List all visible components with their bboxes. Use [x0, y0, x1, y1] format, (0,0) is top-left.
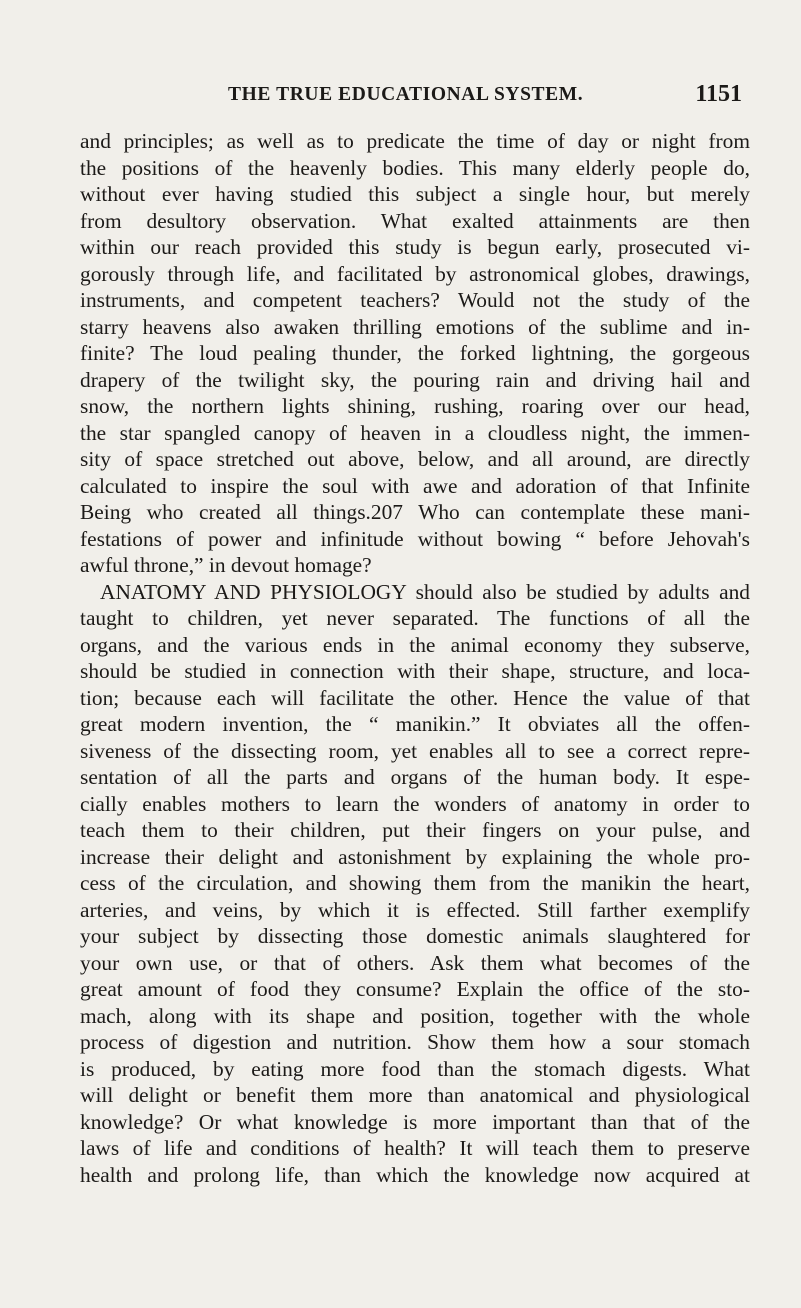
text-line: sentation of all the parts and organs of the human body. It espe-: [80, 765, 750, 789]
text-line: should be studied in connection with their shape, structure, and loca-: [80, 659, 750, 683]
text-line: awful throne,” in devout homage?: [80, 553, 372, 577]
text-line: siveness of the dissecting room, yet enables all to see a correct repre-: [80, 738, 750, 763]
text-line: arteries, and veins, by which it is effected. Still farther exemplify: [80, 897, 750, 922]
text-line: starry heavens also awaken thrilling emotions of the sublime and in-: [80, 314, 750, 339]
text-line: tion; because each will facilitate the other. Hence the value of that: [80, 685, 750, 710]
page-number: 1151: [695, 81, 742, 107]
text-line: the star spangled canopy of heaven in a cloudless night, the immen-: [80, 420, 750, 445]
text-line: knowledge? Or what knowledge is more important than that of the: [80, 1109, 750, 1134]
text-line: instruments, and competent teachers? Would not the study of the: [80, 288, 750, 312]
text-line: laws of life and conditions of health? It will teach them to preserve: [80, 1136, 750, 1160]
text-line: your own use, or that of others. Ask them what becomes of the: [80, 950, 750, 975]
text-line: process of digestion and nutrition. Show them how a sour stomach: [80, 1030, 750, 1054]
text-line: cess of the circulation, and showing them from the manikin the heart,: [80, 871, 750, 895]
text-line: great modern invention, the “ manikin.” It obviates all the offen-: [80, 712, 750, 736]
text-line: from desultory observation. What exalted attainments are then: [80, 208, 750, 233]
text-line: teach them to their children, put their fingers on your pulse, and: [80, 818, 750, 842]
text-line: drapery of the twilight sky, the pouring rain and driving hail and: [80, 367, 750, 392]
text-line: organs, and the various ends in the animal economy they subserve,: [80, 632, 750, 657]
text-line: mach, along with its shape and position, together with the whole: [80, 1003, 750, 1028]
text-line: is produced, by eating more food than the stomach digests. What: [80, 1056, 750, 1081]
text-line: will delight or benefit them more than anatomical and physiological: [80, 1083, 750, 1107]
text-line: cially enables mothers to learn the wonders of anatomy in order to: [80, 791, 750, 816]
text-line: calculated to inspire the soul with awe and adoration of that Infinite: [80, 473, 750, 498]
running-head: [96, 81, 744, 108]
text-line: finite? The loud pealing thunder, the forked lightning, the gorgeous: [80, 341, 750, 365]
text-line: within our reach provided this study is begun early, prosecuted vi-: [80, 235, 750, 259]
text-line: without ever having studied this subject a single hour, but merely: [80, 182, 750, 206]
text-line: ANATOMY AND PHYSIOLOGY should also be studied by adults and: [100, 579, 750, 604]
text-line: health and prolong life, than which the knowledge now acquired at: [80, 1162, 750, 1187]
text-line: Being who created all things.207 Who can contemplate these mani-: [80, 500, 750, 524]
text-line: taught to children, yet never separated. The functions of all the: [80, 606, 750, 630]
text-line: great amount of food they consume? Explain the office of the sto-: [80, 977, 750, 1001]
text-line: sity of space stretched out above, below, and all around, are directly: [80, 447, 750, 471]
running-title: THE TRUE EDUCATIONAL SYSTEM.: [228, 84, 584, 105]
text-line: your subject by dissecting those domestic animals slaughtered for: [80, 924, 750, 948]
text-line: festations of power and infinitude without bowing “ before Jehovah's: [80, 526, 750, 551]
text-line: snow, the northern lights shining, rushing, roaring over our head,: [80, 394, 750, 418]
text-line: and principles; as well as to predicate the time of day or night from: [80, 129, 750, 153]
text-line: gorously through life, and facilitated by astronomical globes, drawings,: [80, 261, 750, 286]
body-text: [80, 128, 750, 1188]
text-line: increase their delight and astonishment by explaining the whole pro-: [80, 844, 750, 869]
text-line: the positions of the heavenly bodies. This many elderly people do,: [80, 155, 750, 180]
